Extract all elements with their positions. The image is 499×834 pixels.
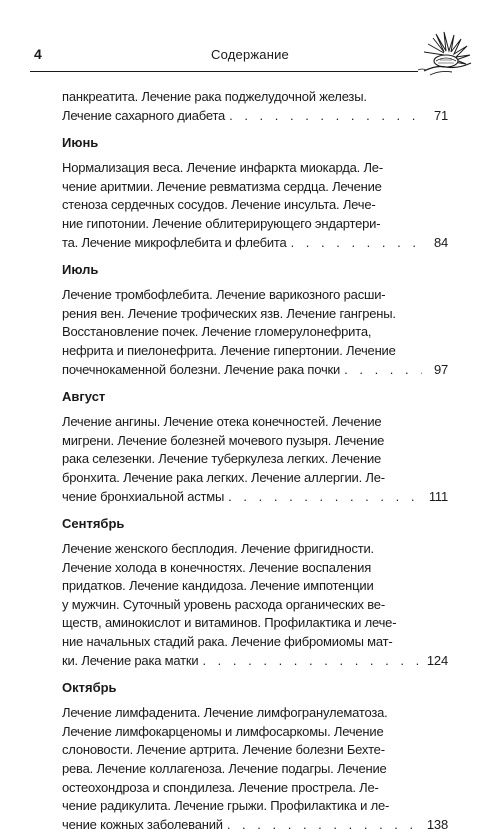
section-heading: Октябрь [62, 680, 117, 696]
flower-ornament-icon [416, 30, 472, 80]
dot-leader [344, 361, 422, 380]
toc-section-june [62, 134, 448, 252]
toc-last-line [62, 488, 448, 507]
toc-section-july [62, 261, 448, 379]
toc-line: Лечение тромбофлебита. Лечение варикозного расши- [62, 287, 386, 303]
section-heading: Сентябрь [62, 516, 125, 532]
toc-last-line [62, 816, 448, 834]
toc-line: Восстановление почек. Лечение гломерулонефрита, [62, 324, 372, 340]
toc-line: рения вен. Лечение трофических язв. Лечение гангрены. [62, 305, 396, 321]
toc-line: рева. Лечение коллагеноза. Лечение подагры. Лечение [62, 761, 387, 777]
section-heading: Август [62, 389, 106, 405]
toc-line: бронхита. Лечение рака легких. Лечение аллергии. Ле- [62, 469, 385, 485]
dot-leader [202, 652, 422, 671]
toc-line: рака селезенки. Лечение туберкулеза легких. Лечение [62, 451, 382, 467]
toc-section-august [62, 388, 448, 506]
toc-line: стеноза сердечных сосудов. Лечение инсульта. Лече- [62, 197, 376, 213]
toc-line: Лечение холода в конечностях. Лечение воспаления [62, 559, 372, 575]
toc-section-september [62, 515, 448, 670]
toc-line: чение радикулита. Лечение грыжи. Профилактика и ле- [62, 798, 390, 814]
section-heading: Июнь [62, 135, 99, 151]
toc-entry-continuation [62, 88, 448, 125]
toc-line: Нормализация веса. Лечение инфаркта миокарда. Ле- [62, 160, 383, 176]
toc-line: Лечение лимфокарценомы и лимфосаркомы. Лечение [62, 723, 384, 739]
toc-line: ществ, аминокислот и витаминов. Профилактика и лече- [62, 615, 397, 631]
toc-line: ние начальных стадий рака. Лечение фибромиомы мат- [62, 634, 393, 650]
toc-last-line [62, 107, 448, 126]
toc-last-text: чение бронхиальной астмы [62, 488, 225, 504]
toc-last-text: Лечение сахарного диабета [62, 107, 226, 123]
dot-leader [227, 816, 422, 834]
toc-last-text: почечнокаменной болезни. Лечение рака почки [62, 361, 341, 377]
toc-line: нефрита и пиелонефрита. Лечение гипертонии. Лечение [62, 342, 396, 358]
page-reference: 84 [433, 234, 448, 250]
page-reference: 71 [433, 107, 448, 123]
toc-section-october [62, 679, 448, 834]
page-reference: 124 [426, 652, 448, 668]
page-reference: 97 [433, 361, 448, 377]
toc-line: слоновости. Лечение артрита. Лечение болезни Бехте- [62, 742, 385, 758]
toc-line: чение аритмии. Лечение ревматизма сердца. Лечение [62, 178, 382, 194]
toc-line: Лечение ангины. Лечение отека конечностей. Лечение [62, 414, 382, 430]
toc-last-text: ки. Лечение рака матки [62, 652, 199, 668]
page-reference: 111 [428, 488, 448, 504]
section-heading: Июль [62, 262, 99, 278]
table-of-contents [62, 88, 448, 834]
toc-last-text: та. Лечение микрофлебита и флебита [62, 234, 287, 250]
toc-line: панкреатита. Лечение рака поджелудочной железы. [62, 89, 367, 104]
header-rule [30, 71, 418, 72]
toc-line: Лечение женского бесплодия. Лечение фригидности. [62, 541, 374, 557]
toc-line: придатков. Лечение кандидоза. Лечение импотенции [62, 578, 374, 594]
toc-line: остеохондроза и спондилеза. Лечение прострела. Ле- [62, 779, 379, 795]
dot-leader [229, 107, 422, 126]
page-reference: 138 [426, 816, 448, 832]
toc-last-line [62, 361, 448, 380]
toc-line: Лечение лимфаденита. Лечение лимфогранулематоза. [62, 705, 388, 721]
page-header [30, 38, 470, 74]
toc-line: у мужчин. Суточный уровень расхода органических ве- [62, 596, 385, 612]
toc-last-line [62, 234, 448, 253]
dot-leader [291, 234, 422, 253]
page-number: 4 [34, 46, 42, 62]
toc-last-text: чение кожных заболеваний [62, 816, 223, 832]
running-title: Содержание [211, 47, 289, 62]
toc-line: ние гипотонии. Лечение облитерирующего эндартери- [62, 215, 381, 231]
dot-leader [228, 488, 422, 507]
toc-line: мигрени. Лечение болезней мочевого пузыря. Лечение [62, 432, 385, 448]
toc-last-line [62, 652, 448, 671]
